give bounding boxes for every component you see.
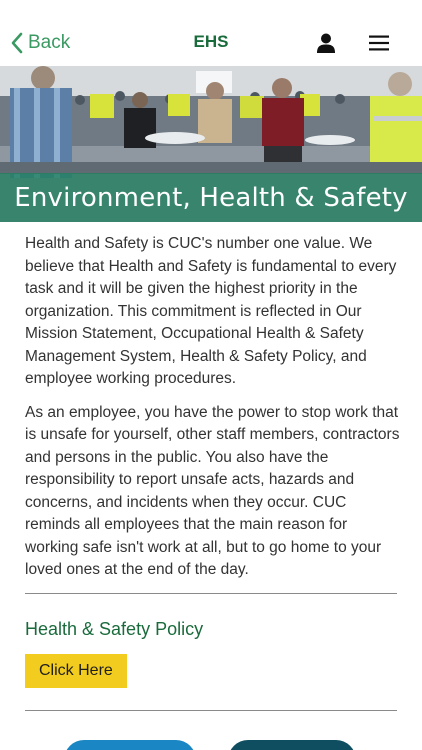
hero-banner: [0, 66, 422, 222]
hero-title-band: [0, 173, 422, 222]
content-area: [25, 233, 400, 711]
chevron-left-icon: [10, 32, 23, 54]
navigation-bar: [0, 0, 422, 66]
hamburger-menu-icon: [369, 35, 389, 51]
responsibility-paragraph: As an employee, you have the power to stop work that is unsafe for yourself, other staff members, contractors and persons in the public. You also have the responsibility to report unsafe acts, hazards and concerns, and incidents when they occur. CUC reminds all employees that the main reason for working safe isn't work at all, but to go home to your loved ones at the end of the day.: [25, 403, 400, 578]
policy-title: Health & Safety Policy: [25, 618, 204, 639]
intro-paragraph: Health and Safety is CUC's number one value. We believe that Health and Safety is fundamental to every task and it will be given the highest priority in the organization. This commitment is reflected in Our Mission Statement, Occupational Health & Safety Management System, Health & Safety Policy, and employee working procedures.: [25, 235, 397, 387]
back-label: Back: [28, 32, 71, 53]
back-button[interactable]: [10, 28, 70, 58]
bottom-button-right[interactable]: [228, 740, 356, 750]
bottom-button-left[interactable]: [64, 740, 196, 750]
menu-button[interactable]: [366, 30, 392, 56]
click-here-button[interactable]: Click Here: [25, 654, 127, 688]
page-title: EHS: [193, 32, 229, 51]
divider-top: [25, 593, 397, 594]
hero-title: Environment, Health & Safety: [14, 182, 408, 213]
user-icon: [316, 32, 336, 54]
divider-bottom: [25, 710, 397, 711]
user-button[interactable]: [313, 30, 339, 56]
